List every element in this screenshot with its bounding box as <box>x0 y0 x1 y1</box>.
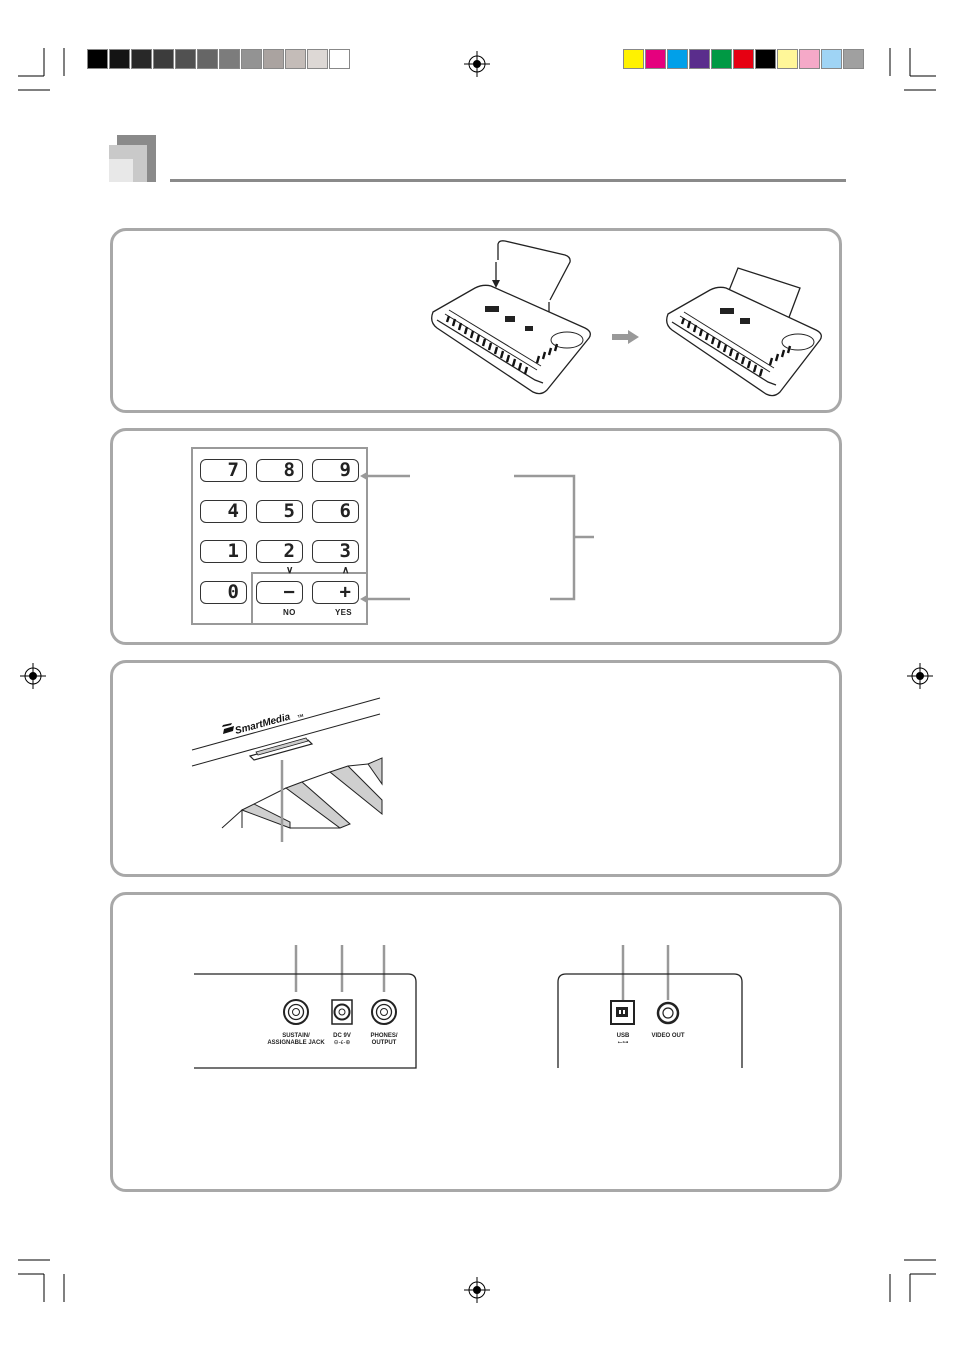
color-swatch <box>755 49 776 69</box>
color-swatch <box>821 49 842 69</box>
color-swatch <box>843 49 864 69</box>
gray-swatch <box>153 49 174 69</box>
number-button-9[interactable]: 9 <box>312 459 359 482</box>
gray-swatch <box>329 49 350 69</box>
keys-perspective <box>242 758 382 828</box>
rear-panel-left-illustration <box>190 940 420 1075</box>
registration-mark-top <box>464 51 490 77</box>
gray-swatch <box>241 49 262 69</box>
color-swatch <box>623 49 644 69</box>
color-swatch <box>667 49 688 69</box>
gray-swatch <box>197 49 218 69</box>
color-swatch <box>777 49 798 69</box>
usb-symbol: ⭠⊶ <box>617 1040 629 1046</box>
gray-swatch <box>263 49 284 69</box>
gray-swatch <box>307 49 328 69</box>
smartmedia-logo-icon <box>222 723 234 734</box>
color-swatch <box>733 49 754 69</box>
dc-in-label: DC 9V <box>333 1033 351 1039</box>
gray-swatch <box>87 49 108 69</box>
color-swatch <box>799 49 820 69</box>
number-button-2[interactable]: 2 <box>256 540 303 563</box>
dc-polarity-symbol: ⊖-ϵ-⊕ <box>333 1040 351 1046</box>
up-arrow-label: ∧ <box>342 565 350 576</box>
phones-jack-icon <box>372 1000 396 1024</box>
keyboard-with-stand-installed-illustration <box>660 258 830 408</box>
number-button-5[interactable]: 5 <box>256 500 303 523</box>
color-swatch <box>711 49 732 69</box>
smartmedia-slot-illustration <box>190 692 385 842</box>
color-swatch <box>689 49 710 69</box>
number-button-3[interactable]: 3 <box>312 540 359 563</box>
number-button-0[interactable]: 0 <box>200 581 247 604</box>
video-out-jack-icon <box>658 1003 678 1023</box>
gray-swatch <box>285 49 306 69</box>
yes-label: YES <box>335 608 352 617</box>
usb-port-icon <box>611 1001 634 1024</box>
header-rule <box>170 179 846 182</box>
usb-label: USB <box>616 1033 630 1039</box>
registration-mark-left <box>20 663 46 689</box>
registration-mark-bottom <box>464 1277 490 1303</box>
minus-no-button[interactable]: − <box>256 581 303 604</box>
smartmedia-tm: TM <box>296 712 304 719</box>
number-button-4[interactable]: 4 <box>200 500 247 523</box>
keyboard-with-stand-illustration <box>425 240 605 400</box>
number-button-7[interactable]: 7 <box>200 459 247 482</box>
color-swatch <box>645 49 666 69</box>
keypad-callout-lines <box>360 465 600 610</box>
gray-swatch <box>131 49 152 69</box>
number-button-8[interactable]: 8 <box>256 459 303 482</box>
video-out-label: VIDEO OUT <box>651 1033 685 1039</box>
gray-swatch <box>109 49 130 69</box>
smartmedia-logo-text: SmartMedia <box>233 711 292 737</box>
arrow-right-icon <box>612 330 640 344</box>
down-arrow-label: ∨ <box>286 565 294 576</box>
sustain-jack-icon <box>284 1000 308 1024</box>
no-label: NO <box>283 608 296 617</box>
rear-panel-right-illustration <box>550 940 750 1075</box>
gray-swatch <box>175 49 196 69</box>
registration-mark-right <box>907 663 933 689</box>
sustain-jack-label: SUSTAIN/ ASSIGNABLE JACK <box>267 1033 325 1046</box>
plus-yes-button[interactable]: + <box>312 581 359 604</box>
gray-swatch <box>219 49 240 69</box>
phones-output-label: PHONES/ OUTPUT <box>370 1033 398 1046</box>
section-header-block <box>109 135 156 182</box>
keypad-divider <box>251 572 253 625</box>
dc-in-jack-icon <box>332 1000 352 1024</box>
number-button-6[interactable]: 6 <box>312 500 359 523</box>
number-button-1[interactable]: 1 <box>200 540 247 563</box>
